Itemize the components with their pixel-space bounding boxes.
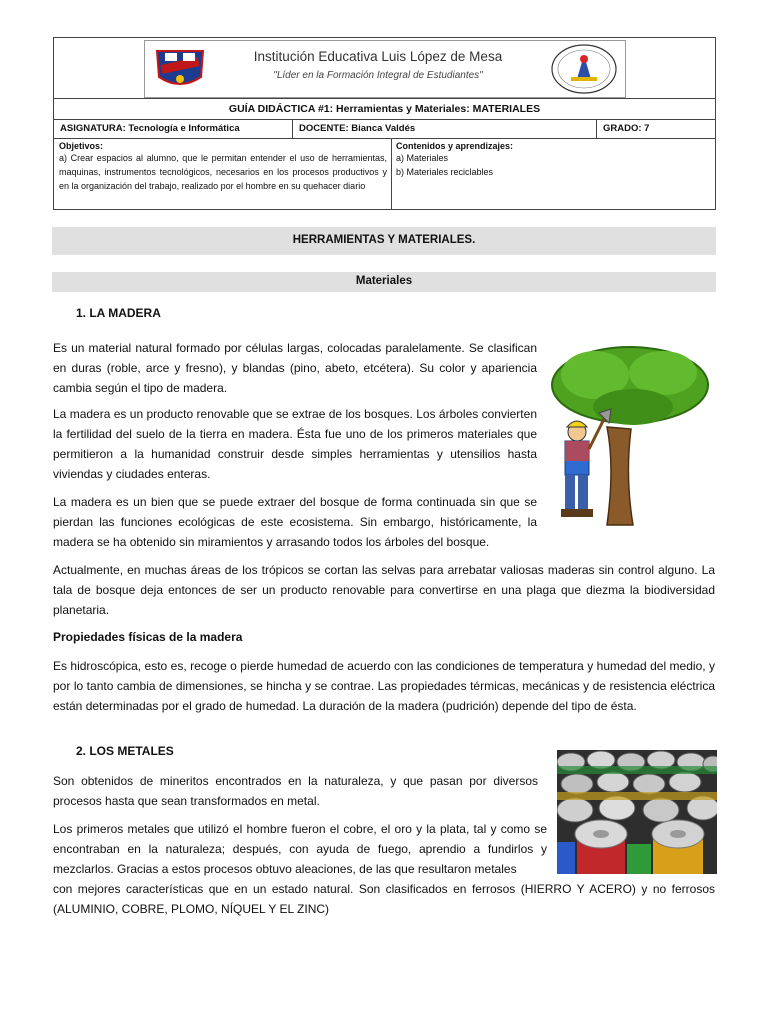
guide-title: GUÍA DIDÁCTICA #1: Herramientas y Materiales: MATERIALES [54,99,715,120]
subject-cell: ASIGNATURA: Tecnología e Informática [54,120,293,138]
sub-heading-band: Materiales [52,272,716,292]
metales-paragraph-2: Los primeros metales que utilizó el hombre fueron el cobre, el oro y la plata, tal y como se encontraban en la naturaleza; después, con ayuda de fuego, aprendio a fundirlos y mezclarlos. Gracias a estos procesos obtuvo aleaciones, de las que resultaron metales [53,822,547,876]
info-row [54,120,715,139]
logo-row [54,38,715,99]
properties-heading: Propiedades físicas de la madera [53,630,243,644]
section-heading-madera: 1. LA MADERA [76,306,161,320]
metales-paragraph-3: con mejores características que en un estado natural. Son clasificados en ferrosos (HIERRO Y ACERO) y no ferrosos (ALUMINIO, COBRE, PLOMO, NÍQUEL Y EL ZINC) [53,882,715,916]
institution-banner [144,40,626,98]
madera-paragraph-4: Actualmente, en muchas áreas de los trópicos se cortan las selvas para arrebatar valiosas maderas sin control alguno. La tala de bosque deja entonces de ser un producto renovable para convertirse en una plaga que diezma la biodiversidad planetaria. [53,563,715,617]
contents-label: Contenidos y aprendizajes: [396,141,514,151]
objective-a: a) Crear espacios al alumno, que le permitan entender el uso de herramientas, maquinas, instrumentos tecnológicos, necesarios en los procesos productivos y en la organización del trabajo, realizado por el hombre en su quehacer diario [59,153,387,191]
objectives-label: Objetivos: [59,141,104,151]
madera-paragraph-3: La madera es un bien que se puede extraer del bosque de forma continuada sin que se pierdan las funciones ecológicas de este ecosistema. Sin embargo, históricamente, la madera se ha obtenido sin miramientos y arrasando todos los árboles del bosque. [53,495,537,549]
grade-cell: GRADO: 7 [603,123,650,134]
school-crest-logo [153,47,207,91]
institution-seal-logo [549,43,619,95]
properties-paragraph: Es hidroscópica, esto es, recoge o pierde humedad de acuerdo con las condiciones de temperatura y humedad del medio, y por lo tanto cambia de dimensiones, se hincha y se contrae. Las propiedades térmicas, mecánicas y de resistencia eléctrica están determinadas por el grado de humedad. La duración de la madera (pudrición) depende del tipo de ésta. [53,659,715,713]
content-b: b) Materiales reciclables [396,167,494,177]
main-heading-band: HERRAMIENTAS Y MATERIALES. [52,227,716,255]
content-a: a) Materiales [396,153,449,163]
section-heading-metales: 2. LOS METALES [76,744,174,758]
metales-paragraph-1: Son obtenidos de mineritos encontrados en la naturaleza, y que pasan por diversos procesos hasta que sean transformados en metal. [53,774,538,808]
metal-cans-photo [557,750,717,874]
teacher-cell: DOCENTE: Bianca Valdés [293,120,597,138]
madera-paragraph-1: Es un material natural formado por células largas, colocadas paralelamente. Se clasifican en duras (roble, arce y fresno), y blandas (pino, abeto, etcétera). Su color y apariencia cambia según el tipo de madera. [53,341,537,395]
objectives-cell [54,139,392,209]
madera-paragraph-2: La madera es un producto renovable que se extrae de los bosques. Los árboles convierten la fertilidad del suelo de la tierra en madera. Ésta fue uno de los primeros materiales que permitieron a la humanidad construir desde simples herramientas y utensilios hasta viviendas y ciudades enteras. [53,407,537,481]
objectives-row [54,139,715,209]
institution-name: Institución Educativa Luis López de Mesa [253,49,503,64]
header-table [53,37,716,210]
contents-cell [392,139,715,209]
lumberjack-tree-illustration [545,337,715,527]
institution-motto: "Líder en la Formación Integral de Estudiantes" [273,70,483,81]
